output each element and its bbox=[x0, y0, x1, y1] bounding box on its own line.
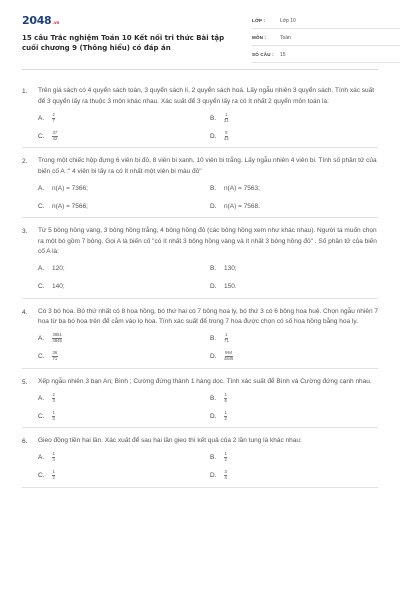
question-list bbox=[22, 70, 378, 488]
option-letter: D. bbox=[210, 202, 217, 210]
fraction-denominator: 42 bbox=[224, 135, 229, 141]
fraction-denominator: 71 bbox=[224, 338, 229, 343]
option-letter: A. bbox=[38, 184, 45, 192]
option-value: 130; bbox=[224, 265, 237, 272]
meta-row-count bbox=[252, 49, 400, 63]
meta-label: MÔN : bbox=[252, 35, 267, 40]
question-text: Từ 5 bông hồng vàng, 3 bông hồng trắng, 4 bông hồng đỏ (các bông hồng xem như khác nhau). Người ta muốn chọn ra một bó gồm 7 bông. Gọi A là biến cố "có ít nhất 3 bông hồng vàng và ít nhất 3 bông hồng đỏ" . Số phần tử của biến cố A là: bbox=[38, 227, 377, 255]
option-value: n(A) = 7563; bbox=[224, 184, 260, 192]
answer-options bbox=[38, 393, 378, 421]
fraction-numerator: 1 bbox=[224, 451, 227, 457]
option-letter: C. bbox=[38, 472, 45, 479]
fraction-denominator: 3 bbox=[52, 415, 55, 421]
option-letter: A. bbox=[38, 114, 45, 122]
answer-option[interactable] bbox=[210, 113, 382, 123]
question-text: Gieo đồng tiền hai lần. Xác xuất để sau hai lần gieo thì kết quả của 2 lần tung là khác nhau: bbox=[38, 437, 302, 444]
fraction-numerator: 36 bbox=[52, 350, 58, 356]
answer-option[interactable] bbox=[38, 453, 210, 463]
answer-option[interactable] bbox=[38, 411, 210, 421]
answer-option[interactable] bbox=[38, 393, 210, 403]
answer-option[interactable] bbox=[38, 201, 210, 211]
fraction-denominator: 4845 bbox=[52, 338, 62, 343]
answer-option[interactable] bbox=[210, 411, 382, 421]
option-fraction bbox=[224, 393, 227, 403]
fraction-numerator: 1 bbox=[225, 111, 228, 117]
option-letter: B. bbox=[210, 454, 217, 461]
logo-domain-text: .vn bbox=[52, 20, 60, 25]
answer-options bbox=[38, 453, 378, 481]
fraction-numerator: 1 bbox=[52, 409, 55, 415]
question-number: 3. bbox=[22, 228, 28, 235]
option-letter: C. bbox=[38, 412, 45, 420]
answer-option[interactable] bbox=[38, 352, 210, 362]
meta-value: 15 bbox=[280, 52, 286, 58]
option-fraction bbox=[224, 113, 229, 123]
question-number: 5. bbox=[22, 378, 28, 386]
answer-option[interactable] bbox=[210, 183, 382, 193]
option-value: 150. bbox=[224, 283, 237, 290]
answer-option[interactable] bbox=[38, 113, 210, 123]
fraction-denominator: 2 bbox=[224, 415, 227, 421]
fraction-denominator: 6 bbox=[224, 397, 227, 403]
fraction-denominator: 42 bbox=[52, 135, 58, 141]
option-letter: C. bbox=[38, 202, 45, 210]
option-value: n(A) = 7566; bbox=[52, 202, 88, 210]
fraction-denominator: 7 bbox=[52, 117, 55, 123]
answer-option[interactable] bbox=[38, 183, 210, 193]
question-text: Xếp ngẫu nhiên 3 bạn An; Bình ; Cường đứng thành 1 hàng dọc. Tính xác suất để Bình và Cường đứng cạnh nhau. bbox=[38, 377, 372, 385]
question-number: 2. bbox=[22, 158, 28, 165]
option-fraction bbox=[52, 452, 55, 462]
option-fraction bbox=[52, 333, 62, 343]
option-value: 140; bbox=[52, 283, 65, 290]
answer-options bbox=[38, 264, 378, 292]
fraction-numerator: 3 bbox=[224, 469, 227, 475]
fraction-numerator: 1 bbox=[52, 451, 55, 457]
question-item bbox=[22, 299, 378, 369]
meta-row-class bbox=[252, 15, 400, 29]
fraction-numerator: 5 bbox=[225, 129, 228, 135]
answer-option[interactable] bbox=[210, 334, 382, 344]
logo-main-text: 2048 bbox=[22, 14, 52, 27]
answer-option[interactable] bbox=[38, 131, 210, 141]
answer-option[interactable] bbox=[210, 282, 382, 292]
fraction-denominator: 4 bbox=[224, 475, 227, 480]
question-text: Trên giá sách có 4 quyển sách toán, 3 quyển sách lí, 2 quyển sách hoá. Lấy ngẫu nhiên 3 quyển sách. Tính xác suất để 3 quyển lấy ra thuộc 3 môn khác nhau. Xác suất để 3 quyển lấy ra có ít nhất 2 quyển môn toán là: bbox=[38, 87, 375, 105]
option-letter: B. bbox=[210, 114, 217, 122]
option-letter: A. bbox=[38, 265, 45, 272]
option-fraction bbox=[52, 131, 58, 141]
page-title: 15 câu Trắc nghiệm Toán 10 Kết nối tri thức Bài tập cuối chương 9 (Thông hiểu) có đáp án bbox=[22, 34, 225, 52]
answer-option[interactable] bbox=[210, 471, 382, 481]
fraction-denominator: 2 bbox=[224, 457, 227, 462]
option-letter: D. bbox=[210, 132, 217, 140]
meta-label: LỚP : bbox=[252, 18, 266, 23]
meta-label: SỐ CÂU : bbox=[252, 52, 274, 57]
option-fraction bbox=[224, 333, 229, 343]
fraction-numerator: 1 bbox=[225, 332, 228, 338]
option-letter: B. bbox=[210, 335, 217, 342]
answer-option[interactable] bbox=[210, 201, 382, 211]
option-fraction bbox=[52, 113, 55, 123]
fraction-numerator: 37 bbox=[52, 129, 58, 135]
option-fraction bbox=[224, 452, 227, 462]
fraction-numerator: 2 bbox=[52, 391, 55, 397]
option-letter: B. bbox=[210, 265, 217, 272]
option-fraction bbox=[224, 131, 229, 141]
site-logo[interactable] bbox=[22, 14, 59, 27]
answer-option[interactable] bbox=[38, 282, 210, 292]
meta-value: Toán bbox=[280, 35, 291, 41]
option-letter: D. bbox=[210, 412, 217, 420]
option-fraction bbox=[52, 351, 58, 361]
question-text: Trong một chiếc hộp đựng 6 viên bi đỏ, 8 viên bi xanh, 10 viên bi trắng. Lấy ngẫu nhiên 4 viên bi. Tính số phần tử của biến cố A :" 4 viên bi lấy ra có ít nhất một viên bi màu đỏ" bbox=[38, 157, 377, 175]
answer-option[interactable] bbox=[210, 352, 382, 362]
option-fraction bbox=[52, 470, 55, 480]
fraction-denominator: 71 bbox=[52, 356, 58, 361]
question-item bbox=[22, 369, 378, 429]
answer-option[interactable] bbox=[210, 264, 382, 274]
option-letter: D. bbox=[210, 472, 217, 479]
option-fraction bbox=[52, 393, 55, 403]
fraction-denominator: 21 bbox=[224, 117, 229, 123]
answer-option[interactable] bbox=[38, 264, 210, 274]
fraction-denominator: 4 bbox=[52, 457, 55, 462]
question-item bbox=[22, 78, 378, 148]
question-item bbox=[22, 218, 378, 299]
option-value: n(A) = 7366; bbox=[52, 184, 88, 192]
fraction-denominator: 4845 bbox=[224, 356, 234, 361]
option-fraction bbox=[224, 411, 227, 421]
answer-option[interactable] bbox=[210, 131, 382, 141]
question-number: 1. bbox=[22, 88, 28, 95]
option-letter: C. bbox=[38, 132, 45, 140]
question-number: 6. bbox=[22, 438, 28, 445]
question-number: 4. bbox=[22, 308, 28, 316]
meta-value: Lớp 10 bbox=[280, 18, 296, 24]
answer-option[interactable] bbox=[210, 453, 382, 463]
fraction-denominator: 2 bbox=[52, 475, 55, 480]
option-letter: C. bbox=[38, 353, 45, 360]
option-fraction bbox=[224, 470, 227, 480]
answer-option[interactable] bbox=[38, 471, 210, 481]
fraction-numerator: 2 bbox=[52, 111, 55, 117]
option-letter: A. bbox=[38, 454, 45, 461]
fraction-numerator: 3851 bbox=[52, 332, 62, 338]
option-value: 120; bbox=[52, 265, 65, 272]
option-letter: D. bbox=[210, 353, 217, 360]
fraction-denominator: 3 bbox=[52, 397, 55, 403]
fraction-numerator: 1 bbox=[224, 391, 227, 397]
option-letter: C. bbox=[38, 283, 45, 290]
question-text: Có 3 bó hoa. Bó thứ nhất có 8 hoa hồng, bó thứ hai có 7 bông hoa ly, bó thứ 3 có 6 bông hoa huệ. Chọn ngẫu nhiên 7 hoa từ ba bó hoa trên để cắm vào lọ hoa. Tính xác suất để trong 7 hoa được chọn có số hoa hồng bằng hoa ly. bbox=[38, 307, 378, 325]
answer-options bbox=[38, 183, 378, 211]
page-header bbox=[22, 0, 378, 70]
answer-options bbox=[38, 113, 378, 141]
answer-option[interactable] bbox=[210, 393, 382, 403]
answer-options bbox=[38, 334, 378, 362]
option-letter: B. bbox=[210, 184, 217, 192]
question-item bbox=[22, 148, 378, 218]
answer-option[interactable] bbox=[38, 334, 210, 344]
meta-row-subject bbox=[252, 32, 400, 46]
option-letter: A. bbox=[38, 335, 45, 342]
option-letter: D. bbox=[210, 283, 217, 290]
fraction-numerator: 994 bbox=[225, 350, 233, 356]
option-fraction bbox=[224, 351, 233, 361]
question-item bbox=[22, 428, 378, 488]
option-value: n(A) = 7568. bbox=[224, 202, 260, 210]
fraction-numerator: 1 bbox=[224, 409, 227, 415]
option-fraction bbox=[52, 411, 55, 421]
quiz-meta bbox=[252, 15, 400, 66]
option-letter: B. bbox=[210, 394, 217, 402]
option-letter: A. bbox=[38, 394, 45, 402]
fraction-numerator: 1 bbox=[52, 469, 55, 475]
